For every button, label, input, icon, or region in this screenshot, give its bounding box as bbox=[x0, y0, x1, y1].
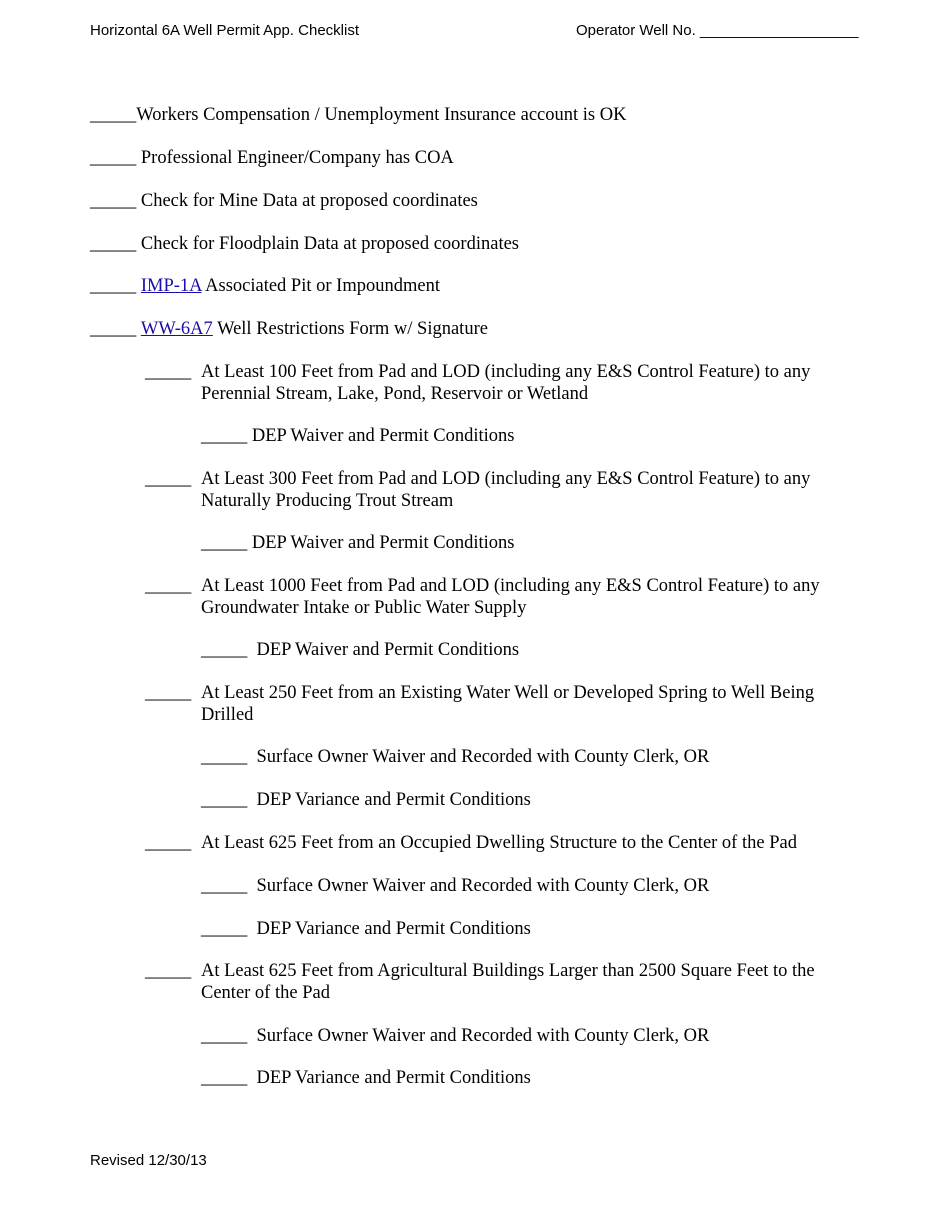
item-text: At Least 250 Feet from an Existing Water Well or Developed Spring to Well Being Drilled bbox=[201, 683, 815, 725]
check-blank: _____ bbox=[90, 148, 141, 168]
checklist-item-mine-data bbox=[90, 191, 850, 213]
item-text: At Least 625 Feet from Agricultural Buildings Larger than 2500 Square Feet to the Center of the Pad bbox=[201, 961, 815, 1003]
item-text: At Least 100 Feet from Pad and LOD (including any E&S Control Feature) to any Perennial Stream, Lake, Pond, Reservoir or Wetland bbox=[201, 362, 811, 404]
check-blank: _____ bbox=[201, 426, 252, 446]
check-blank: _____ bbox=[201, 640, 257, 660]
checklist-item-625-feet-agricultural bbox=[145, 961, 835, 1004]
checklist-item-250-feet-water-well bbox=[145, 683, 835, 726]
imp-1a-link[interactable]: IMP-1A bbox=[140, 276, 202, 296]
checklist-item-100-feet-stream bbox=[145, 362, 835, 405]
item-text: Professional Engineer/Company has COA bbox=[140, 148, 454, 168]
checklist-subitem-surface-owner-waiver bbox=[201, 1026, 841, 1048]
revised-date: Revised 12/30/13 bbox=[90, 1152, 207, 1169]
item-text: Check for Floodplain Data at proposed coordinates bbox=[140, 234, 519, 254]
checklist-item-1000-feet-water-supply bbox=[145, 576, 835, 619]
check-blank: _____ bbox=[201, 790, 257, 810]
checklist-item-floodplain-data bbox=[90, 234, 850, 256]
checklist-subitem-surface-owner-waiver bbox=[201, 747, 841, 769]
check-blank: _____ bbox=[90, 234, 141, 254]
item-text: DEP Variance and Permit Conditions bbox=[256, 919, 531, 939]
check-blank: _____ bbox=[145, 576, 192, 596]
checklist-item-300-feet-trout bbox=[145, 469, 835, 512]
checklist-subitem-dep-waiver bbox=[201, 533, 841, 555]
checklist-item-imp-1a bbox=[90, 276, 850, 298]
operator-well-number-field: Operator Well No. ___________________ bbox=[576, 22, 859, 39]
check-blank: _____ bbox=[201, 1026, 257, 1046]
item-text: DEP Waiver and Permit Conditions bbox=[251, 426, 515, 446]
check-blank: _____ bbox=[201, 919, 257, 939]
check-blank: _____ bbox=[90, 276, 141, 296]
check-blank: _____ bbox=[145, 683, 192, 703]
check-blank: _____ bbox=[90, 191, 141, 211]
checklist-item-ww-6a7 bbox=[90, 319, 850, 341]
item-text: Associated Pit or Impoundment bbox=[201, 276, 440, 296]
item-text: At Least 1000 Feet from Pad and LOD (including any E&S Control Feature) to any Groundwater Intake or Public Water Supply bbox=[201, 576, 820, 618]
item-text: Check for Mine Data at proposed coordinates bbox=[140, 191, 478, 211]
checklist-item-engineer-coa bbox=[90, 148, 850, 170]
item-text: Surface Owner Waiver and Recorded with County Clerk, OR bbox=[256, 747, 710, 767]
item-text: At Least 625 Feet from an Occupied Dwelling Structure to the Center of the Pad bbox=[201, 833, 797, 853]
item-text: Surface Owner Waiver and Recorded with County Clerk, OR bbox=[256, 876, 710, 896]
check-blank: _____ bbox=[145, 961, 192, 981]
item-text: Surface Owner Waiver and Recorded with County Clerk, OR bbox=[256, 1026, 710, 1046]
document-title: Horizontal 6A Well Permit App. Checklist bbox=[90, 22, 359, 39]
ww-6a7-link[interactable]: WW-6A7 bbox=[140, 319, 213, 339]
checklist-subitem-dep-variance bbox=[201, 1068, 841, 1090]
checklist-subitem-dep-waiver bbox=[201, 640, 841, 662]
check-blank: _____ bbox=[145, 362, 192, 382]
check-blank: _____ bbox=[201, 1068, 257, 1088]
check-blank: _____ bbox=[90, 319, 141, 339]
check-blank: _____ bbox=[145, 469, 192, 489]
item-text: At Least 300 Feet from Pad and LOD (including any E&S Control Feature) to any Naturally Producing Trout Stream bbox=[201, 469, 811, 511]
item-text: DEP Waiver and Permit Conditions bbox=[251, 533, 515, 553]
check-blank: _____ bbox=[201, 747, 257, 767]
check-blank: _____ bbox=[145, 833, 192, 853]
item-text: DEP Waiver and Permit Conditions bbox=[256, 640, 520, 660]
checklist-item-625-feet-dwelling bbox=[145, 833, 835, 855]
check-blank: _____ bbox=[90, 105, 137, 125]
checklist-subitem-dep-waiver bbox=[201, 426, 841, 448]
item-text: Workers Compensation / Unemployment Insurance account is OK bbox=[136, 105, 627, 125]
check-blank: _____ bbox=[201, 533, 252, 553]
checklist-subitem-surface-owner-waiver bbox=[201, 876, 841, 898]
item-text: DEP Variance and Permit Conditions bbox=[256, 790, 531, 810]
item-text: Well Restrictions Form w/ Signature bbox=[212, 319, 488, 339]
check-blank: _____ bbox=[201, 876, 257, 896]
checklist-subitem-dep-variance bbox=[201, 919, 841, 941]
checklist-item-workers-comp bbox=[90, 105, 850, 127]
item-text: DEP Variance and Permit Conditions bbox=[256, 1068, 531, 1088]
checklist-subitem-dep-variance bbox=[201, 790, 841, 812]
